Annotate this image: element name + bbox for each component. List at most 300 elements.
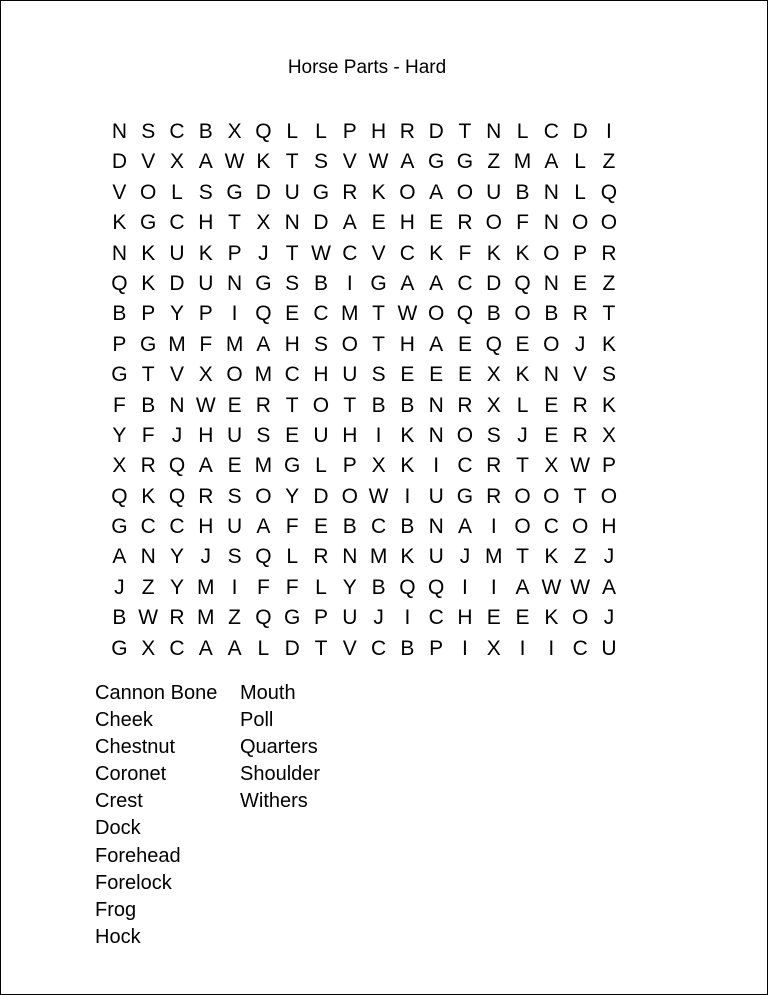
grid-letter: R bbox=[140, 454, 156, 478]
grid-letter: A bbox=[256, 332, 271, 356]
grid-letter: J bbox=[258, 241, 269, 265]
grid-letter: G bbox=[255, 271, 272, 295]
grid-letter: T bbox=[372, 302, 385, 326]
grid-letter: Y bbox=[169, 302, 184, 326]
grid-letter: R bbox=[486, 484, 502, 508]
grid-letter: Z bbox=[228, 606, 241, 630]
grid-letter: Z bbox=[602, 271, 616, 295]
grid-letter: H bbox=[601, 515, 617, 539]
grid-letter: K bbox=[515, 241, 530, 265]
word-list-item: Crest bbox=[95, 790, 143, 813]
grid-letter: U bbox=[342, 363, 358, 387]
grid-letter: T bbox=[141, 363, 155, 387]
grid-letter: O bbox=[514, 302, 531, 326]
grid-letter: L bbox=[516, 120, 529, 143]
grid-letter: P bbox=[429, 636, 444, 660]
grid-letter: H bbox=[198, 423, 214, 447]
word-list-item: Forelock bbox=[95, 871, 172, 894]
grid-letter: Q bbox=[255, 120, 272, 143]
grid-row bbox=[105, 573, 623, 603]
grid-letter: C bbox=[399, 241, 415, 265]
word-list-column-1 bbox=[95, 680, 240, 951]
grid-letter: B bbox=[112, 606, 127, 630]
grid-row bbox=[105, 482, 623, 512]
grid-letter: W bbox=[138, 606, 159, 630]
word-list-item: Hock bbox=[95, 925, 141, 948]
grid-letter: J bbox=[373, 606, 384, 630]
grid-letter: H bbox=[370, 120, 387, 143]
grid-letter: F bbox=[516, 211, 529, 235]
grid-letter: B bbox=[515, 180, 530, 204]
grid-letter: W bbox=[541, 575, 562, 599]
grid-letter: I bbox=[462, 575, 468, 599]
grid-letter: Q bbox=[399, 575, 416, 599]
grid-letter: J bbox=[171, 423, 183, 447]
grid-letter: G bbox=[226, 180, 243, 204]
grid-letter: A bbox=[429, 180, 444, 204]
word-list-item: Chestnut bbox=[95, 736, 176, 759]
grid-letter: K bbox=[486, 241, 501, 265]
word-list-item: Mouth bbox=[240, 682, 296, 704]
grid-letter: O bbox=[341, 332, 358, 356]
grid-letter: W bbox=[368, 484, 389, 508]
grid-letter: E bbox=[457, 332, 472, 356]
grid-letter: N bbox=[428, 393, 444, 417]
grid-letter: K bbox=[601, 393, 616, 417]
grid-letter: M bbox=[513, 150, 532, 174]
grid-letter: R bbox=[313, 545, 329, 569]
grid-letter: Q bbox=[485, 332, 502, 356]
grid-letter: S bbox=[313, 150, 328, 174]
word-list-item: Dock bbox=[95, 817, 141, 840]
grid-letter: L bbox=[315, 454, 327, 478]
grid-letter: A bbox=[400, 271, 415, 295]
grid-letter: W bbox=[195, 393, 216, 417]
grid-letter: I bbox=[490, 575, 497, 599]
grid-letter: S bbox=[227, 484, 242, 508]
grid-letter: Q bbox=[514, 271, 531, 295]
grid-letter: G bbox=[312, 180, 330, 204]
grid-letter: M bbox=[197, 606, 215, 630]
grid-letter: Z bbox=[487, 150, 501, 174]
grid-letter: A bbox=[515, 575, 530, 599]
grid-letter: I bbox=[231, 302, 238, 326]
grid-letter: H bbox=[284, 332, 300, 356]
grid-letter: X bbox=[227, 120, 242, 143]
grid-letter: A bbox=[256, 515, 271, 539]
grid-letter: D bbox=[313, 211, 329, 235]
grid-letter: R bbox=[486, 454, 502, 478]
grid-row bbox=[105, 512, 623, 542]
grid-letter: L bbox=[257, 636, 270, 660]
grid-letter: H bbox=[342, 423, 358, 447]
grid-letter: C bbox=[370, 515, 387, 539]
grid-letter: A bbox=[429, 332, 444, 356]
grid-letter: R bbox=[601, 241, 617, 265]
grid-letter: U bbox=[313, 423, 329, 447]
grid-letter: R bbox=[169, 606, 185, 630]
grid-letter: C bbox=[313, 302, 329, 326]
grid-letter: O bbox=[571, 515, 589, 539]
grid-letter: C bbox=[370, 636, 387, 660]
grid-letter: H bbox=[457, 606, 473, 630]
grid-letter: K bbox=[141, 271, 156, 295]
grid-letter: X bbox=[544, 454, 559, 478]
grid-letter: S bbox=[285, 271, 300, 295]
grid-letter: X bbox=[112, 454, 127, 478]
grid-letter: O bbox=[456, 423, 474, 447]
grid-row bbox=[105, 208, 623, 238]
grid-letter: S bbox=[198, 180, 213, 204]
word-list-item: Cannon Bone bbox=[95, 682, 218, 704]
grid-letter: N bbox=[543, 180, 559, 204]
grid-letter: T bbox=[285, 393, 299, 417]
grid-row bbox=[105, 147, 623, 177]
grid-letter: M bbox=[341, 302, 359, 326]
grid-letter: J bbox=[459, 545, 471, 569]
grid-letter: E bbox=[457, 363, 472, 387]
grid-letter: X bbox=[371, 454, 386, 478]
grid-letter: K bbox=[400, 423, 415, 447]
grid-letter: Q bbox=[427, 575, 445, 599]
grid-letter: V bbox=[342, 636, 357, 660]
grid-letter: C bbox=[169, 515, 185, 539]
grid-row bbox=[105, 634, 623, 664]
grid-letter: E bbox=[227, 454, 242, 478]
grid-letter: G bbox=[427, 150, 445, 174]
grid-letter: G bbox=[456, 484, 474, 508]
grid-letter: N bbox=[543, 271, 559, 295]
grid-letter: O bbox=[312, 393, 330, 417]
grid-letter: O bbox=[485, 211, 502, 235]
grid-letter: U bbox=[428, 484, 444, 508]
grid-letter: M bbox=[197, 575, 215, 599]
grid-letter: Q bbox=[111, 271, 128, 295]
grid-row bbox=[105, 603, 623, 633]
grid-letter: M bbox=[254, 454, 273, 478]
grid-row bbox=[105, 542, 623, 572]
grid-letter: T bbox=[343, 393, 357, 417]
grid-letter: A bbox=[112, 545, 127, 569]
grid-row bbox=[105, 391, 623, 421]
grid-letter: M bbox=[485, 545, 503, 569]
grid-letter: A bbox=[342, 211, 357, 235]
grid-letter: P bbox=[313, 606, 328, 630]
grid-letter: R bbox=[198, 484, 214, 508]
grid-letter: D bbox=[284, 636, 300, 660]
grid-letter: O bbox=[543, 241, 560, 265]
grid-letter: Q bbox=[168, 484, 186, 508]
grid-letter: P bbox=[342, 454, 357, 478]
grid-letter: B bbox=[371, 575, 386, 599]
grid-letter: H bbox=[198, 515, 214, 539]
grid-letter: I bbox=[606, 120, 612, 143]
grid-letter: E bbox=[285, 302, 300, 326]
grid-letter: Q bbox=[255, 606, 272, 630]
grid-letter: X bbox=[256, 211, 271, 235]
grid-letter: D bbox=[111, 150, 127, 174]
grid-letter: O bbox=[427, 302, 445, 326]
grid-letter: J bbox=[517, 423, 528, 447]
grid-letter: K bbox=[371, 180, 386, 204]
grid-letter: I bbox=[519, 636, 526, 660]
grid-row bbox=[105, 421, 623, 451]
grid-letter: G bbox=[140, 211, 157, 235]
grid-letter: L bbox=[171, 180, 183, 204]
grid-letter: Y bbox=[169, 575, 184, 599]
grid-letter: C bbox=[169, 211, 185, 235]
grid-letter: W bbox=[570, 454, 591, 478]
grid-letter: F bbox=[285, 515, 299, 539]
grid-letter: F bbox=[199, 332, 213, 356]
grid-letter: J bbox=[200, 545, 212, 569]
grid-letter: N bbox=[111, 120, 127, 143]
grid-row bbox=[105, 360, 623, 390]
grid-letter: T bbox=[372, 332, 385, 356]
grid-letter: B bbox=[400, 515, 415, 539]
grid-letter: C bbox=[428, 606, 444, 630]
grid-letter: H bbox=[399, 332, 415, 356]
grid-letter: N bbox=[284, 211, 300, 235]
grid-letter: G bbox=[111, 636, 128, 660]
page-title: Horse Parts - Hard bbox=[287, 57, 447, 78]
grid-letter: T bbox=[602, 302, 616, 326]
grid-letter: E bbox=[544, 393, 559, 417]
grid-row bbox=[105, 239, 623, 269]
grid-letter: W bbox=[570, 575, 591, 599]
grid-letter: N bbox=[543, 363, 559, 387]
grid-letter: N bbox=[486, 120, 502, 143]
grid-letter: P bbox=[573, 241, 588, 265]
grid-letter: C bbox=[572, 636, 588, 660]
word-list-item: Cheek bbox=[95, 709, 153, 732]
grid-letter: U bbox=[428, 545, 444, 569]
grid-letter: A bbox=[400, 150, 415, 174]
grid-letter: N bbox=[140, 545, 156, 569]
grid-letter: T bbox=[516, 545, 529, 569]
grid-letter: F bbox=[285, 575, 299, 599]
word-list-item: Poll bbox=[240, 709, 274, 732]
grid-letter: O bbox=[456, 180, 474, 204]
grid-letter: L bbox=[516, 393, 529, 417]
grid-letter: S bbox=[141, 120, 156, 143]
grid-letter: Y bbox=[285, 484, 300, 508]
grid-letter: K bbox=[400, 454, 415, 478]
grid-letter: E bbox=[400, 363, 415, 387]
grid-letter: I bbox=[490, 515, 497, 539]
grid-letter: K bbox=[515, 363, 530, 387]
grid-row bbox=[105, 117, 623, 147]
grid-letter: V bbox=[141, 150, 156, 174]
grid-letter: O bbox=[399, 180, 416, 204]
grid-letter: O bbox=[543, 484, 560, 508]
grid-letter: R bbox=[399, 120, 415, 143]
grid-letter: I bbox=[231, 575, 238, 599]
grid-letter: D bbox=[486, 271, 502, 295]
grid-letter: S bbox=[371, 363, 386, 387]
grid-letter: B bbox=[141, 393, 156, 417]
grid-letter: N bbox=[227, 271, 243, 295]
grid-letter: K bbox=[400, 545, 415, 569]
grid-row bbox=[105, 178, 623, 208]
grid-letter: G bbox=[284, 454, 301, 478]
grid-letter: R bbox=[342, 180, 358, 204]
grid-letter: E bbox=[515, 606, 530, 630]
grid-letter: V bbox=[371, 241, 386, 265]
grid-row bbox=[105, 330, 623, 360]
grid-letter: P bbox=[112, 332, 127, 356]
grid-letter: U bbox=[601, 636, 617, 660]
grid-letter: G bbox=[111, 363, 128, 387]
grid-letter: I bbox=[346, 271, 353, 295]
grid-letter: W bbox=[224, 150, 245, 174]
grid-letter: U bbox=[284, 180, 300, 204]
grid-letter: B bbox=[400, 393, 415, 417]
grid-letter: F bbox=[458, 241, 472, 265]
grid-letter: R bbox=[255, 393, 271, 417]
grid-letter: M bbox=[168, 332, 186, 356]
grid-letter: Q bbox=[168, 454, 186, 478]
grid-letter: O bbox=[600, 484, 618, 508]
word-list-item: Shoulder bbox=[240, 763, 321, 786]
grid-letter: D bbox=[428, 120, 444, 143]
grid-letter: D bbox=[572, 120, 588, 143]
grid-letter: B bbox=[400, 636, 415, 660]
grid-letter: N bbox=[111, 241, 127, 265]
grid-letter: X bbox=[486, 636, 501, 660]
word-list-item: Quarters bbox=[240, 736, 318, 759]
grid-letter: R bbox=[572, 393, 588, 417]
grid-letter: L bbox=[574, 180, 586, 204]
grid-letter: I bbox=[433, 454, 440, 478]
grid-letter: U bbox=[486, 180, 502, 204]
grid-letter: T bbox=[314, 636, 328, 660]
grid-letter: Z bbox=[602, 150, 616, 174]
grid-letter: U bbox=[342, 606, 358, 630]
grid-letter: B bbox=[486, 302, 501, 326]
grid-letter: T bbox=[516, 454, 529, 478]
grid-letter: K bbox=[141, 241, 156, 265]
grid-letter: O bbox=[514, 484, 531, 508]
grid-letter: X bbox=[141, 636, 156, 660]
grid-letter: G bbox=[140, 332, 157, 356]
grid-letter: X bbox=[198, 363, 213, 387]
grid-letter: I bbox=[404, 484, 411, 508]
grid-letter: V bbox=[112, 180, 127, 204]
grid-letter: F bbox=[256, 575, 270, 599]
grid-letter: M bbox=[254, 363, 273, 387]
grid-letter: G bbox=[111, 515, 128, 539]
grid-letter: K bbox=[112, 211, 127, 235]
grid-letter: L bbox=[315, 120, 327, 143]
grid-letter: P bbox=[227, 241, 242, 265]
grid-letter: T bbox=[458, 120, 472, 143]
word-list-item: Frog bbox=[95, 898, 137, 921]
word-list-item: Withers bbox=[240, 790, 308, 813]
grid-letter: O bbox=[543, 332, 560, 356]
grid-letter: J bbox=[603, 606, 615, 630]
grid-letter: U bbox=[169, 241, 185, 265]
grid-letter: V bbox=[573, 363, 588, 387]
grid-letter: A bbox=[198, 454, 213, 478]
grid-letter: B bbox=[198, 120, 213, 143]
grid-letter: O bbox=[600, 211, 618, 235]
grid-letter: J bbox=[603, 545, 615, 569]
grid-letter: O bbox=[226, 363, 243, 387]
grid-letter: S bbox=[256, 423, 271, 447]
grid-letter: X bbox=[169, 150, 184, 174]
grid-letter: T bbox=[285, 150, 299, 174]
grid-letter: N bbox=[428, 515, 444, 539]
grid-letter: N bbox=[342, 545, 358, 569]
grid-letter: T bbox=[228, 211, 241, 235]
grid-letter: A bbox=[429, 271, 444, 295]
grid-letter: J bbox=[574, 332, 586, 356]
grid-letter: I bbox=[404, 606, 411, 630]
grid-letter: E bbox=[429, 363, 444, 387]
grid-letter: I bbox=[375, 423, 382, 447]
grid-letter: N bbox=[428, 423, 444, 447]
grid-letter: K bbox=[141, 484, 156, 508]
grid-letter: M bbox=[369, 545, 388, 569]
grid-letter: C bbox=[543, 120, 559, 143]
grid-letter: S bbox=[313, 332, 328, 356]
grid-letter: C bbox=[543, 515, 559, 539]
grid-letter: G bbox=[284, 606, 301, 630]
grid-letter: D bbox=[313, 484, 329, 508]
grid-letter: I bbox=[548, 636, 555, 660]
grid-letter: R bbox=[572, 302, 588, 326]
grid-letter: E bbox=[573, 271, 588, 295]
grid-letter: S bbox=[601, 363, 616, 387]
grid-letter: L bbox=[286, 545, 299, 569]
grid-letter: Q bbox=[600, 180, 618, 204]
grid-letter: R bbox=[572, 423, 588, 447]
word-list-item: Forehead bbox=[95, 844, 181, 867]
grid-letter: F bbox=[141, 423, 155, 447]
grid-letter: D bbox=[169, 271, 185, 295]
grid-letter: O bbox=[140, 180, 157, 204]
grid-letter: E bbox=[515, 332, 530, 356]
grid-letter: O bbox=[514, 515, 531, 539]
grid-row bbox=[105, 451, 623, 481]
grid-letter: X bbox=[601, 423, 616, 447]
grid-letter: A bbox=[198, 150, 213, 174]
grid-letter: S bbox=[486, 423, 501, 447]
grid-letter: Q bbox=[456, 302, 474, 326]
grid-letter: U bbox=[198, 271, 214, 295]
grid-letter: H bbox=[198, 211, 214, 235]
grid-letter: H bbox=[313, 363, 329, 387]
grid-letter: Z bbox=[573, 545, 587, 569]
grid-letter: K bbox=[256, 150, 271, 174]
grid-letter: E bbox=[486, 606, 501, 630]
grid-letter: T bbox=[285, 241, 299, 265]
grid-letter: G bbox=[456, 150, 474, 174]
grid-letter: K bbox=[429, 241, 444, 265]
grid-letter: P bbox=[141, 302, 156, 326]
grid-letter: K bbox=[601, 332, 616, 356]
grid-letter: F bbox=[112, 393, 126, 417]
grid-letter: C bbox=[457, 454, 473, 478]
letter-grid bbox=[105, 117, 623, 664]
grid-letter: Q bbox=[111, 484, 128, 508]
grid-letter: X bbox=[486, 393, 501, 417]
grid-letter: N bbox=[169, 393, 185, 417]
grid-row bbox=[105, 299, 623, 329]
grid-letter: G bbox=[370, 271, 387, 295]
grid-letter: A bbox=[227, 636, 242, 660]
